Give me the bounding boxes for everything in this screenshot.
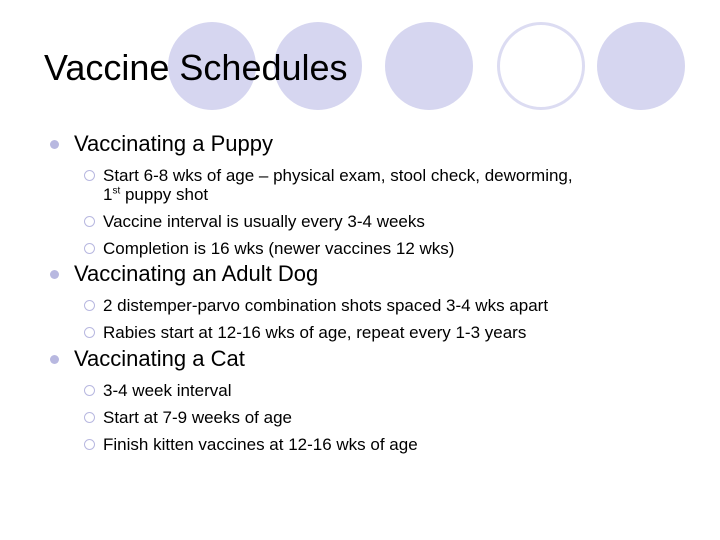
bullet-text-remainder: puppy shot	[120, 185, 209, 204]
bullet-text: Rabies start at 12-16 wks of age, repeat every 1-3 years	[103, 323, 527, 342]
bullet-text: Start at 7-9 weeks of age	[103, 408, 292, 427]
bullet-level1	[50, 260, 690, 288]
slide-title: Vaccine Schedules	[44, 47, 348, 88]
bullet-level2	[82, 296, 690, 315]
section-heading: Vaccinating a Puppy	[74, 131, 273, 156]
hollow-circle-bullet-icon	[84, 216, 95, 227]
bullet-level2	[82, 435, 690, 454]
bullet-level2	[82, 239, 690, 258]
section-puppy	[50, 130, 690, 258]
section-adult-dog	[50, 260, 690, 342]
hollow-circle-bullet-icon	[84, 243, 95, 254]
filled-circle-bullet-icon	[50, 270, 59, 279]
hollow-circle-bullet-icon	[84, 385, 95, 396]
filled-circle-bullet-icon	[50, 140, 59, 149]
hollow-circle-bullet-icon	[84, 439, 95, 450]
bullet-text: 2 distemper-parvo combination shots spaced 3-4 wks apart	[103, 296, 549, 315]
filled-circle-bullet-icon	[50, 355, 59, 364]
bullet-text: Start 6-8 wks of age – physical exam, stool check, deworming,	[103, 166, 573, 185]
bullet-level2	[82, 408, 690, 427]
decorative-circle	[597, 22, 685, 110]
bullet-text: Vaccine interval is usually every 3-4 weeks	[103, 212, 425, 231]
hollow-circle-bullet-icon	[84, 170, 95, 181]
bullet-level1	[50, 345, 690, 373]
bullet-text-continuation	[103, 185, 690, 204]
bullet-level2	[82, 212, 690, 231]
ordinal-suffix: st	[112, 185, 121, 197]
section-cat	[50, 345, 690, 454]
decorative-circle	[385, 22, 473, 110]
ordinal-number: 1	[103, 185, 113, 204]
bullet-text: Finish kitten vaccines at 12-16 wks of age	[103, 435, 418, 454]
hollow-circle-bullet-icon	[84, 412, 95, 423]
decorative-circle-ring	[497, 22, 585, 110]
section-heading: Vaccinating an Adult Dog	[74, 261, 319, 286]
bullet-text: 3-4 week interval	[103, 381, 232, 400]
bullet-level2	[82, 381, 690, 400]
bullet-level2	[82, 323, 690, 342]
hollow-circle-bullet-icon	[84, 300, 95, 311]
section-heading: Vaccinating a Cat	[74, 346, 245, 371]
bullet-level2	[82, 166, 690, 204]
bullet-text: Completion is 16 wks (newer vaccines 12 wks)	[103, 239, 455, 258]
hollow-circle-bullet-icon	[84, 327, 95, 338]
bullet-level1	[50, 130, 690, 158]
